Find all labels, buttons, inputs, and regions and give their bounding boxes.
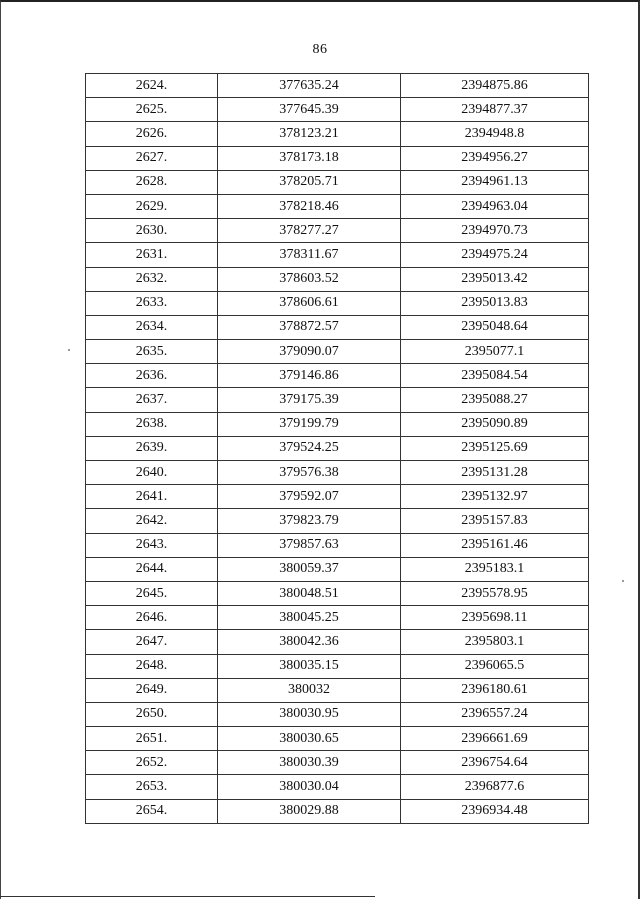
x-coordinate-cell: 377635.24 bbox=[218, 74, 401, 98]
x-coordinate-cell: 380032 bbox=[218, 678, 401, 702]
x-coordinate-cell: 380030.04 bbox=[218, 775, 401, 799]
x-coordinate-cell: 380030.65 bbox=[218, 727, 401, 751]
x-coordinate-cell: 378603.52 bbox=[218, 267, 401, 291]
point-number-cell: 2627. bbox=[86, 146, 218, 170]
page-number: 86 bbox=[312, 42, 328, 57]
x-coordinate-cell: 380048.51 bbox=[218, 581, 401, 605]
table-row bbox=[86, 557, 589, 581]
point-number-cell: 2653. bbox=[86, 775, 218, 799]
point-number-cell: 2647. bbox=[86, 630, 218, 654]
y-coordinate-cell: 2395183.1 bbox=[401, 557, 589, 581]
x-coordinate-cell: 378872.57 bbox=[218, 315, 401, 339]
point-number-cell: 2654. bbox=[86, 799, 218, 823]
y-coordinate-cell: 2396065.5 bbox=[401, 654, 589, 678]
x-coordinate-cell: 380035.15 bbox=[218, 654, 401, 678]
x-coordinate-cell: 380045.25 bbox=[218, 606, 401, 630]
y-coordinate-cell: 2396877.6 bbox=[401, 775, 589, 799]
point-number-cell: 2644. bbox=[86, 557, 218, 581]
point-number-cell: 2642. bbox=[86, 509, 218, 533]
table-row bbox=[86, 243, 589, 267]
point-number-cell: 2625. bbox=[86, 98, 218, 122]
x-coordinate-cell: 379592.07 bbox=[218, 485, 401, 509]
table-row bbox=[86, 219, 589, 243]
table-row bbox=[86, 74, 589, 98]
coordinates-table-body bbox=[86, 74, 589, 824]
x-coordinate-cell: 379090.07 bbox=[218, 340, 401, 364]
y-coordinate-cell: 2396661.69 bbox=[401, 727, 589, 751]
y-coordinate-cell: 2395131.28 bbox=[401, 461, 589, 485]
point-number-cell: 2629. bbox=[86, 194, 218, 218]
table-row bbox=[86, 606, 589, 630]
point-number-cell: 2634. bbox=[86, 315, 218, 339]
x-coordinate-cell: 378606.61 bbox=[218, 291, 401, 315]
point-number-cell: 2626. bbox=[86, 122, 218, 146]
x-coordinate-cell: 379146.86 bbox=[218, 364, 401, 388]
point-number-cell: 2636. bbox=[86, 364, 218, 388]
table-row bbox=[86, 581, 589, 605]
point-number-cell: 2648. bbox=[86, 654, 218, 678]
bottom-rule bbox=[0, 896, 375, 897]
y-coordinate-cell: 2395090.89 bbox=[401, 412, 589, 436]
table-row bbox=[86, 291, 589, 315]
x-coordinate-cell: 379857.63 bbox=[218, 533, 401, 557]
point-number-cell: 2628. bbox=[86, 170, 218, 194]
point-number-cell: 2643. bbox=[86, 533, 218, 557]
table-row bbox=[86, 751, 589, 775]
x-coordinate-cell: 379175.39 bbox=[218, 388, 401, 412]
table-row bbox=[86, 194, 589, 218]
table-row bbox=[86, 267, 589, 291]
point-number-cell: 2637. bbox=[86, 388, 218, 412]
y-coordinate-cell: 2396557.24 bbox=[401, 702, 589, 726]
x-coordinate-cell: 380059.37 bbox=[218, 557, 401, 581]
coordinates-table bbox=[85, 73, 589, 824]
x-coordinate-cell: 378205.71 bbox=[218, 170, 401, 194]
x-coordinate-cell: 378173.18 bbox=[218, 146, 401, 170]
point-number-cell: 2631. bbox=[86, 243, 218, 267]
table-row bbox=[86, 775, 589, 799]
y-coordinate-cell: 2395161.46 bbox=[401, 533, 589, 557]
table-row bbox=[86, 533, 589, 557]
x-coordinate-cell: 378218.46 bbox=[218, 194, 401, 218]
table-row bbox=[86, 170, 589, 194]
table-row bbox=[86, 702, 589, 726]
x-coordinate-cell: 378277.27 bbox=[218, 219, 401, 243]
point-number-cell: 2630. bbox=[86, 219, 218, 243]
scan-speck bbox=[622, 580, 624, 582]
point-number-cell: 2649. bbox=[86, 678, 218, 702]
y-coordinate-cell: 2395698.11 bbox=[401, 606, 589, 630]
y-coordinate-cell: 2396754.64 bbox=[401, 751, 589, 775]
table-row bbox=[86, 630, 589, 654]
y-coordinate-cell: 2394875.86 bbox=[401, 74, 589, 98]
table-row bbox=[86, 485, 589, 509]
point-number-cell: 2632. bbox=[86, 267, 218, 291]
y-coordinate-cell: 2394948.8 bbox=[401, 122, 589, 146]
point-number-cell: 2651. bbox=[86, 727, 218, 751]
table-row bbox=[86, 436, 589, 460]
x-coordinate-cell: 379524.25 bbox=[218, 436, 401, 460]
y-coordinate-cell: 2395048.64 bbox=[401, 315, 589, 339]
table-row bbox=[86, 412, 589, 436]
table-row bbox=[86, 122, 589, 146]
y-coordinate-cell: 2395013.42 bbox=[401, 267, 589, 291]
y-coordinate-cell: 2394961.13 bbox=[401, 170, 589, 194]
point-number-cell: 2639. bbox=[86, 436, 218, 460]
y-coordinate-cell: 2395084.54 bbox=[401, 364, 589, 388]
table-row bbox=[86, 98, 589, 122]
x-coordinate-cell: 379576.38 bbox=[218, 461, 401, 485]
y-coordinate-cell: 2395132.97 bbox=[401, 485, 589, 509]
y-coordinate-cell: 2396934.48 bbox=[401, 799, 589, 823]
x-coordinate-cell: 377645.39 bbox=[218, 98, 401, 122]
y-coordinate-cell: 2395125.69 bbox=[401, 436, 589, 460]
table-row bbox=[86, 315, 589, 339]
x-coordinate-cell: 380029.88 bbox=[218, 799, 401, 823]
x-coordinate-cell: 380030.95 bbox=[218, 702, 401, 726]
point-number-cell: 2646. bbox=[86, 606, 218, 630]
point-number-cell: 2633. bbox=[86, 291, 218, 315]
table-row bbox=[86, 678, 589, 702]
point-number-cell: 2638. bbox=[86, 412, 218, 436]
table-row bbox=[86, 388, 589, 412]
point-number-cell: 2650. bbox=[86, 702, 218, 726]
y-coordinate-cell: 2394956.27 bbox=[401, 146, 589, 170]
x-coordinate-cell: 378123.21 bbox=[218, 122, 401, 146]
table-row bbox=[86, 364, 589, 388]
y-coordinate-cell: 2396180.61 bbox=[401, 678, 589, 702]
point-number-cell: 2645. bbox=[86, 581, 218, 605]
y-coordinate-cell: 2395157.83 bbox=[401, 509, 589, 533]
table-row bbox=[86, 509, 589, 533]
x-coordinate-cell: 380030.39 bbox=[218, 751, 401, 775]
table-row bbox=[86, 727, 589, 751]
x-coordinate-cell: 379199.79 bbox=[218, 412, 401, 436]
table-row bbox=[86, 654, 589, 678]
x-coordinate-cell: 380042.36 bbox=[218, 630, 401, 654]
y-coordinate-cell: 2395077.1 bbox=[401, 340, 589, 364]
y-coordinate-cell: 2395088.27 bbox=[401, 388, 589, 412]
y-coordinate-cell: 2395013.83 bbox=[401, 291, 589, 315]
x-coordinate-cell: 379823.79 bbox=[218, 509, 401, 533]
y-coordinate-cell: 2395803.1 bbox=[401, 630, 589, 654]
point-number-cell: 2635. bbox=[86, 340, 218, 364]
y-coordinate-cell: 2394970.73 bbox=[401, 219, 589, 243]
scan-speck bbox=[68, 349, 70, 351]
table-row bbox=[86, 799, 589, 823]
point-number-cell: 2624. bbox=[86, 74, 218, 98]
y-coordinate-cell: 2394975.24 bbox=[401, 243, 589, 267]
x-coordinate-cell: 378311.67 bbox=[218, 243, 401, 267]
point-number-cell: 2641. bbox=[86, 485, 218, 509]
table-row bbox=[86, 146, 589, 170]
y-coordinate-cell: 2395578.95 bbox=[401, 581, 589, 605]
point-number-cell: 2652. bbox=[86, 751, 218, 775]
table-row bbox=[86, 461, 589, 485]
point-number-cell: 2640. bbox=[86, 461, 218, 485]
y-coordinate-cell: 2394963.04 bbox=[401, 194, 589, 218]
y-coordinate-cell: 2394877.37 bbox=[401, 98, 589, 122]
table-row bbox=[86, 340, 589, 364]
